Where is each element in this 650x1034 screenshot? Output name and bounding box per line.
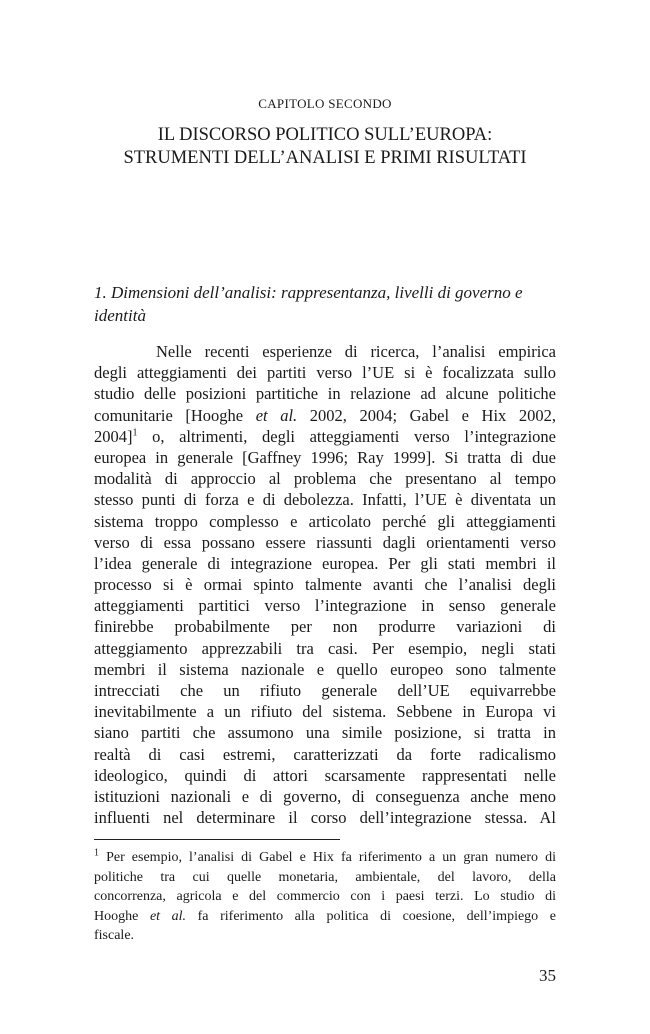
- footnote-divider: [94, 839, 340, 840]
- italic-run: et al.: [149, 908, 187, 924]
- text-line: studio delle posizioni partitiche in relazione ad alcune politiche: [94, 384, 556, 404]
- footnote-line: [94, 848, 556, 868]
- text-line: europea in generale [Gaffney 1996; Ray 1999]. Si tratta di due: [94, 447, 556, 467]
- text-line: l’idea generale di integrazione europea. Per gli stati membri il: [94, 553, 556, 573]
- footnote: [94, 848, 556, 946]
- text-line: atteggiamenti partitici verso l’integrazione in senso generale: [94, 596, 556, 616]
- text-run: Hooghe: [94, 908, 150, 924]
- text-line: realtà di casi estremi, caratterizzati da forte radicalismo: [94, 744, 556, 764]
- footnote-reference[interactable]: 1: [132, 427, 138, 439]
- text-run: 2004]: [94, 426, 133, 446]
- chapter-title: [0, 124, 650, 170]
- text-run: fa riferimento alla politica di coesione, dell’impiego e: [186, 908, 556, 924]
- chapter-label: CAPITOLO SECONDO: [258, 96, 392, 111]
- text-line: processo si è ormai spinto talmente avanti che l’analisi degli: [94, 575, 556, 595]
- text-line: influenti nel determinare il corso dell’integrazione stessa. Al: [94, 808, 556, 828]
- text-line: Nelle recenti esperienze di ricerca, l’analisi empirica: [156, 342, 556, 361]
- text-line: ideologico, quindi di attori scarsamente rappresentati nelle: [94, 765, 556, 785]
- chapter-title-line: STRUMENTI DELL’ANALISI E PRIMI RISULTATI: [123, 148, 527, 168]
- footnote-line: politiche tra cui quelle monetaria, ambientale, del lavoro, della: [94, 869, 556, 885]
- text-line: siano partiti che assumono una simile posizione, si tratta in: [94, 723, 556, 743]
- italic-run: et al.: [255, 405, 298, 425]
- chapter-title-line: IL DISCORSO POLITICO SULL’EUROPA:: [157, 125, 493, 145]
- page-number: 35: [539, 966, 556, 985]
- text-line: membri il sistema nazionale e quello europeo sono talmente: [94, 659, 556, 679]
- section-heading-line: identità: [94, 306, 146, 325]
- text-run: Per esempio, l’analisi di Gabel e Hix fa riferimento a un gran numero di: [99, 850, 556, 865]
- text-line: [94, 426, 556, 447]
- text-line: istituzioni nazionali e di governo, di conseguenza anche meno: [94, 786, 556, 806]
- text-line: degli atteggiamenti dei partiti verso l’UE si è focalizzata sullo: [94, 363, 556, 383]
- text-line: stesso punti di forza e di debolezza. Infatti, l’UE è diventata un: [94, 490, 556, 510]
- text-line: [94, 405, 556, 426]
- footnote-line: concorrenza, agricola e del commercio con i paesi terzi. Lo studio di: [94, 889, 556, 904]
- text-line: intrecciati che un rifiuto generale dell’UE equivarrebbe: [94, 681, 556, 700]
- footnote-line: [94, 907, 556, 927]
- text-run: 2002, 2004; Gabel e Hix 2002,: [297, 405, 556, 425]
- text-line: inevitabilmente a un rifiuto del sistema. Sebbene in Europa vi: [94, 702, 556, 722]
- text-line: modalità di approccio al problema che presentano al tempo: [94, 469, 556, 489]
- text-line: sistema troppo complesso e articolato perché gli atteggiamenti: [94, 511, 556, 531]
- section-heading: [94, 281, 564, 327]
- text-line: atteggiamento apprezzabili tra casi. Per esempio, negli stati: [94, 638, 556, 658]
- text-line: finirebbe probabilmente per non produrre variazioni di: [94, 617, 556, 637]
- footnote-number: 1: [94, 848, 99, 859]
- text-line: verso di essa possano essere riassunti dagli orientamenti verso: [94, 532, 556, 552]
- footnote-line: fiscale.: [94, 928, 135, 943]
- section-heading-line: 1. Dimensioni dell’analisi: rappresentanza, livelli di governo e: [94, 283, 523, 302]
- body-paragraph: [94, 341, 556, 828]
- text-run: o, altrimenti, degli atteggiamenti verso l’integrazione: [137, 426, 556, 446]
- text-run: comunitarie [Hooghe: [94, 405, 256, 425]
